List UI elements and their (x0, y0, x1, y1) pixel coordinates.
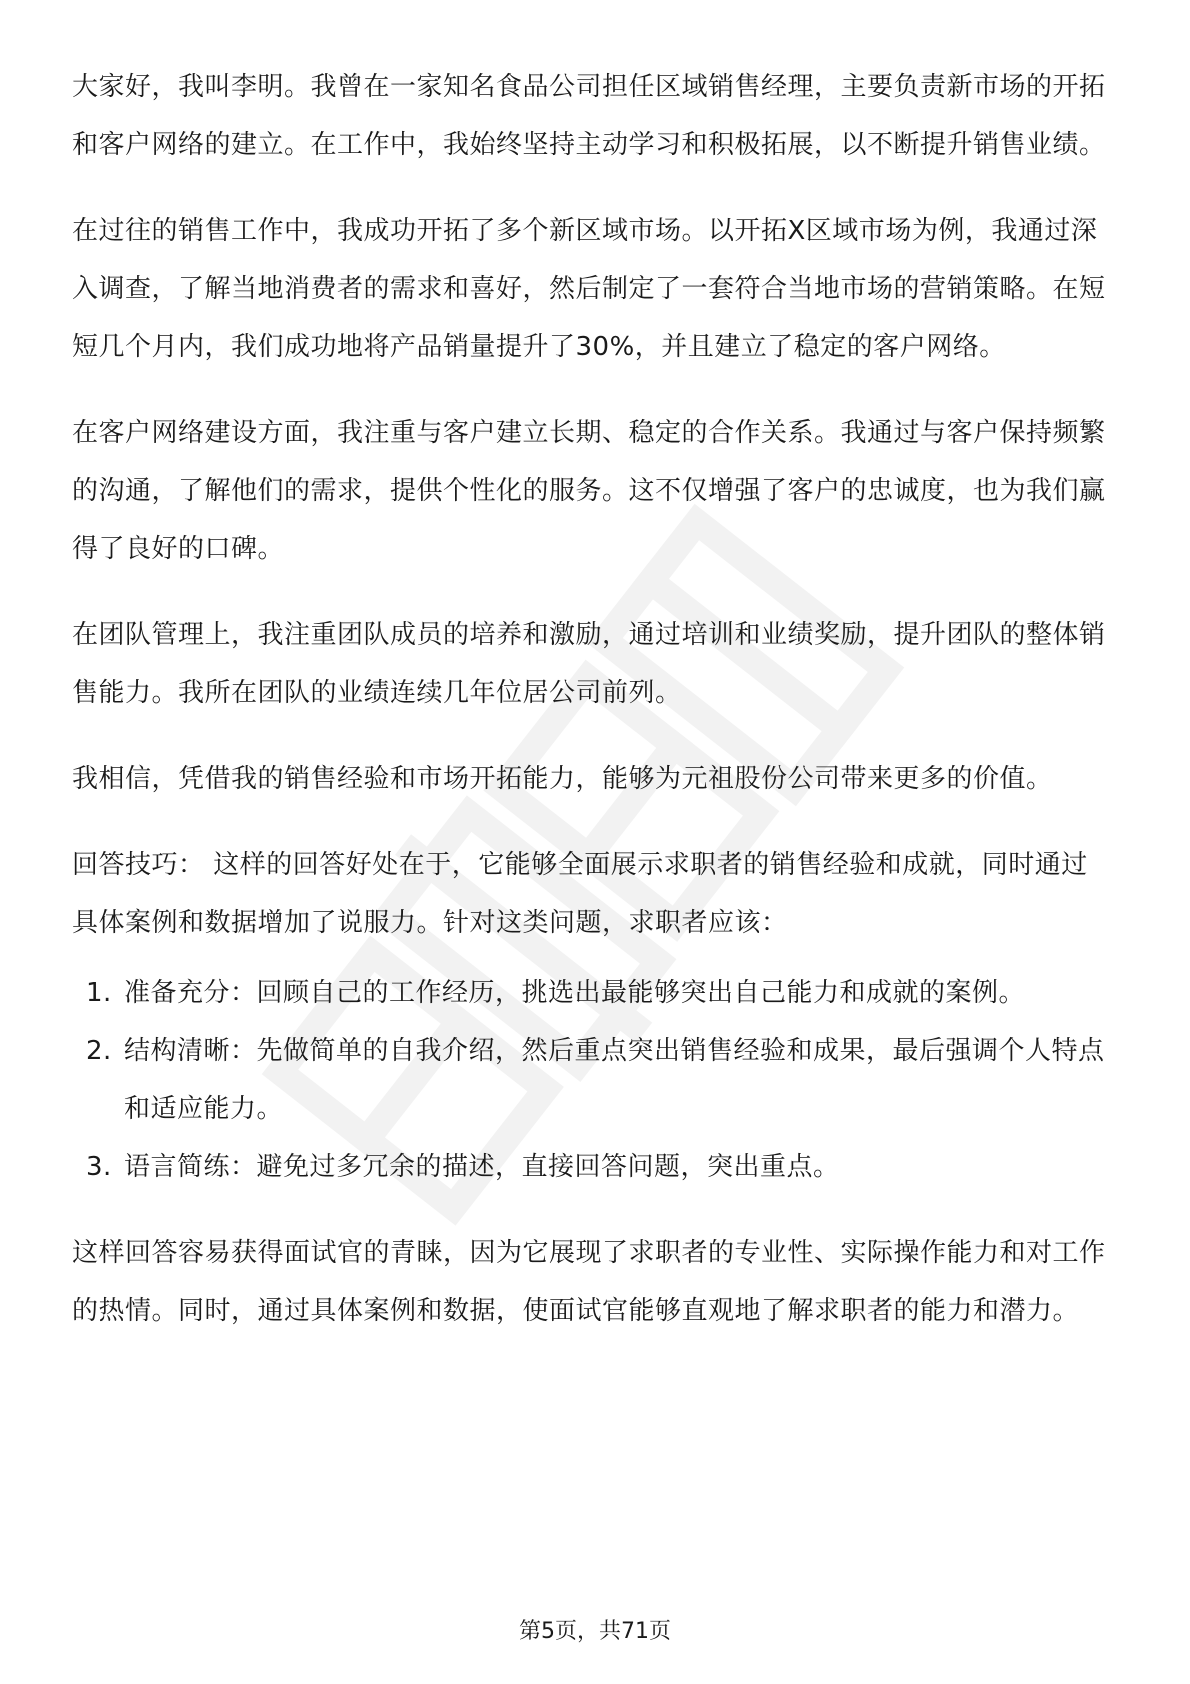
list-item (72, 964, 1112, 1022)
list-item (72, 1138, 1112, 1196)
list-item-number: 1. (86, 978, 112, 1008)
closing-paragraph: 这样回答容易获得面试官的青睐，因为它展现了求职者的专业性、实际操作能力和对工作的热情。同时，通过具体案例和数据，使面试官能够直观地了解求职者的能力和潜力。 (72, 1238, 1106, 1326)
answer-tips-paragraph: 回答技巧： 这样的回答好处在于，它能够全面展示求职者的销售经验和成就，同时通过具体案例和数据增加了说服力。针对这类问题，求职者应该： (72, 850, 1088, 938)
list-item-text: 准备充分：回顾自己的工作经历，挑选出最能够突出自己能力和成就的案例。 (124, 978, 1026, 1008)
list-item-number: 3. (86, 1152, 112, 1182)
customer-network-paragraph: 在客户网络建设方面，我注重与客户建立长期、稳定的合作关系。我通过与客户保持频繁的沟通，了解他们的需求，提供个性化的服务。这不仅增强了客户的忠诚度，也为我们赢得了良好的口碑。 (72, 418, 1106, 564)
team-management-paragraph: 在团队管理上，我注重团队成员的培养和激励，通过培训和业绩奖励，提升团队的整体销售能力。我所在团队的业绩连续几年位居公司前列。 (72, 620, 1106, 708)
list-item (72, 1022, 1112, 1138)
list-item-text: 语言简练：避免过多冗余的描述，直接回答问题，突出重点。 (124, 1152, 840, 1182)
list-item-number: 2. (86, 1036, 112, 1066)
intro-paragraph: 大家好，我叫李明。我曾在一家知名食品公司担任区域销售经理，主要负责新市场的开拓和客户网络的建立。在工作中，我始终坚持主动学习和积极拓展，以不断提升销售业绩。 (72, 72, 1106, 160)
list-item-text: 结构清晰：先做简单的自我介绍，然后重点突出销售经验和成果，最后强调个人特点和适应能力。 (124, 1036, 1105, 1124)
page-number-footer: 第5页，共71页 (519, 1619, 671, 1644)
conclusion-paragraph: 我相信，凭借我的销售经验和市场开拓能力，能够为元祖股份公司带来更多的价值。 (72, 764, 1053, 794)
market-expansion-paragraph: 在过往的销售工作中，我成功开拓了多个新区域市场。以开拓X区域市场为例，我通过深入调查，了解当地消费者的需求和喜好，然后制定了一套符合当地市场的营销策略。在短短几个月内，我们成功地将产品销量提升了30%，并且建立了稳定的客户网络。 (72, 216, 1106, 362)
tips-list (72, 964, 1112, 1196)
document-body (72, 58, 1112, 1368)
